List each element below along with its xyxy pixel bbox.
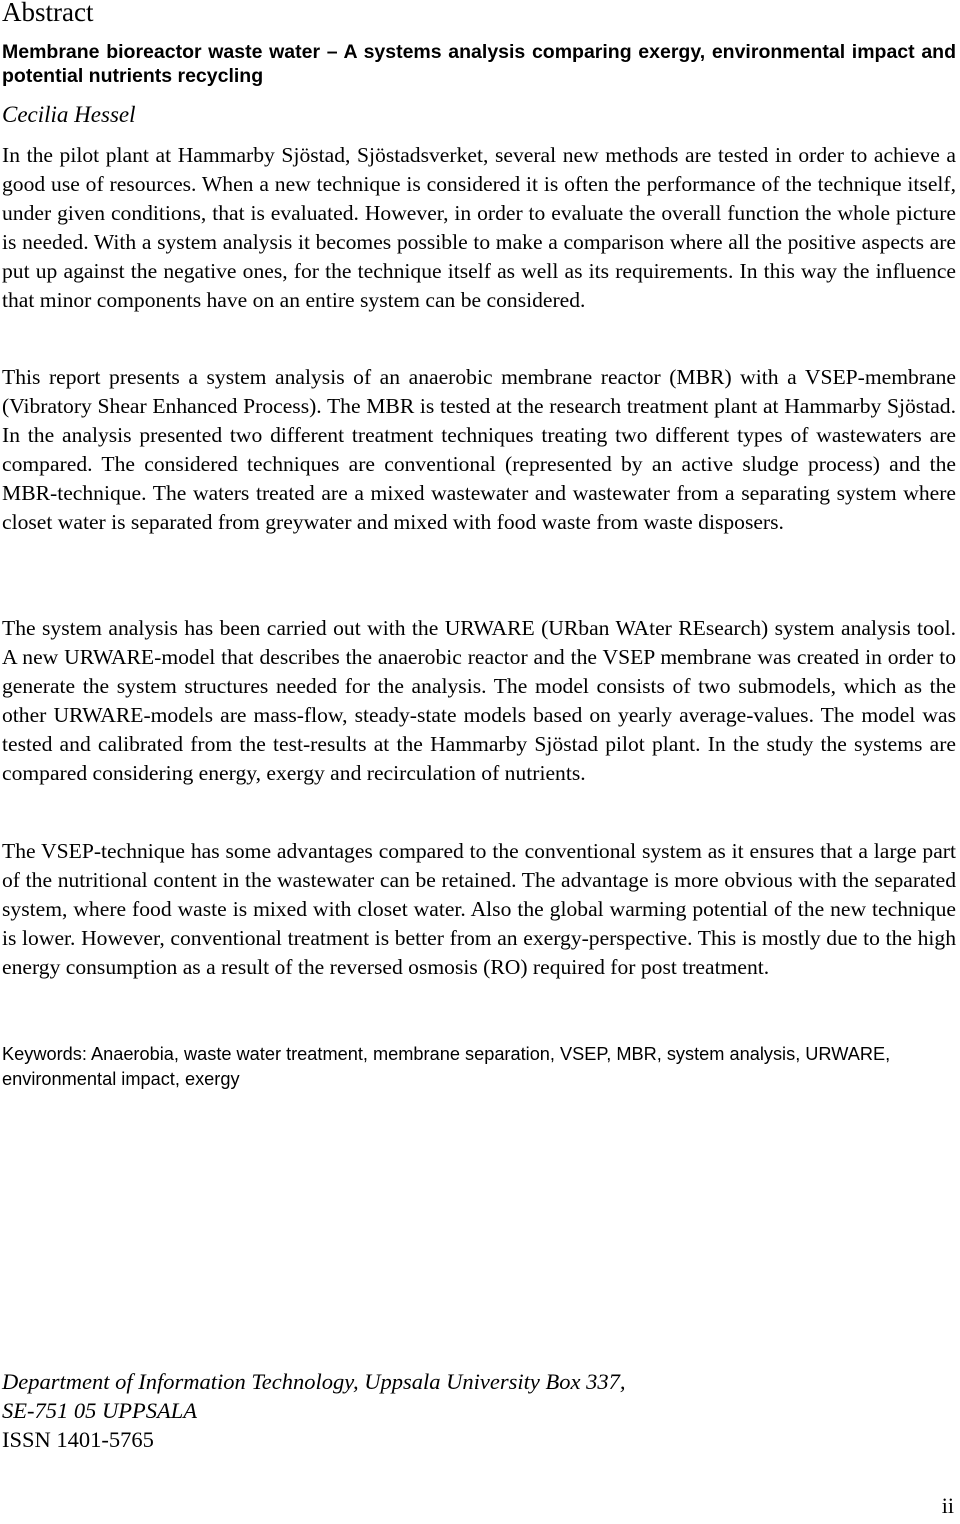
- issn-number: ISSN 1401-5765: [2, 1427, 154, 1452]
- abstract-paragraph-2: This report presents a system analysis of an anaerobic membrane reactor (MBR) with a VSEP-membrane (Vibratory Shear Enhanced Process). The MBR is tested at the research treatment plant at Hammarby Sjöstad. In the analysis presented two different treatment techniques treating two different types of wastewaters are compared. The considered techniques are conventional (represented by an active sludge process) and the MBR-technique. The waters treated are a mixed wastewater and wastewater from a separating system where closet water is separated from greywater and mixed with food waste from waste disposers.: [2, 365, 956, 534]
- report-title: Membrane bioreactor waste water – A systems analysis comparing exergy, environmental impact and potential nutrients recycling: [2, 41, 956, 87]
- section-heading: Abstract: [2, 0, 94, 27]
- page-number: ii: [941, 1493, 954, 1518]
- department-address-line-1: Department of Information Technology, Uppsala University Box 337,: [2, 1369, 626, 1394]
- abstract-paragraph-3: The system analysis has been carried out with the URWARE (URban WAter REsearch) system analysis tool. A new URWARE-model that describes the anaerobic reactor and the VSEP membrane was created in order to generate the system structures needed for the analysis. The model consists of two submodels, which as the other URWARE-models are mass-flow, steady-state models based on yearly average-values. The model was tested and calibrated from the test-results at the Hammarby Sjöstad pilot plant. In the study the systems are compared considering energy, exergy and recirculation of nutrients.: [2, 616, 956, 785]
- publication-footer: [2, 1367, 902, 1454]
- author-name: Cecilia Hessel: [2, 102, 136, 127]
- keywords: Keywords: Anaerobia, waste water treatment, membrane separation, VSEP, MBR, system analysis, URWARE, environmental impact, exergy: [2, 1044, 891, 1089]
- abstract-paragraph-4: The VSEP-technique has some advantages compared to the conventional system as it ensures that a large part of the nutritional content in the wastewater can be retained. The advantage is more obvious with the separated system, where food waste is mixed with closet water. Also the global warming potential of the new technique is lower. However, conventional treatment is better from an exergy-perspective. This is mostly due to the high energy consumption as a result of the reversed osmosis (RO) required for post treatment.: [2, 839, 956, 979]
- department-address-line-2: SE-751 05 UPPSALA: [2, 1398, 197, 1423]
- abstract-paragraph-1: In the pilot plant at Hammarby Sjöstad, Sjöstadsverket, several new methods are tested in order to achieve a good use of resources. When a new technique is considered it is often the performance of the technique itself, under given conditions, that is evaluated. However, in order to evaluate the overall function the whole picture is needed. With a system analysis it becomes possible to make a comparison where all the positive aspects are put up against the negative ones, for the technique itself as well as its requirements. In this way the influence that minor components have on an entire system can be considered.: [2, 143, 956, 312]
